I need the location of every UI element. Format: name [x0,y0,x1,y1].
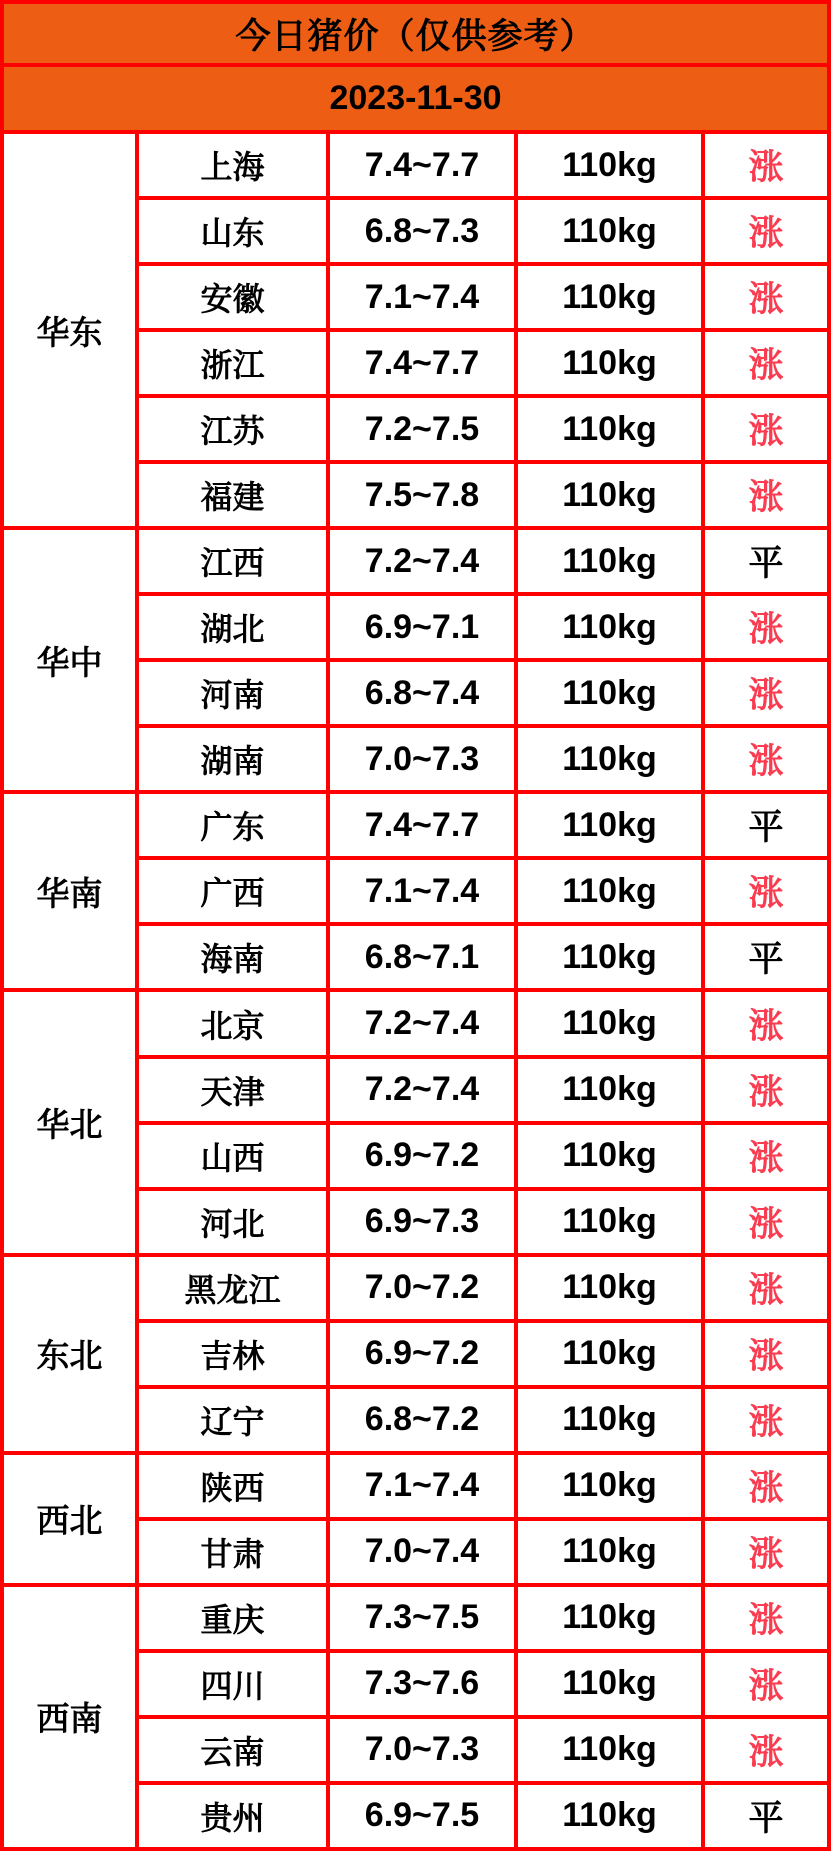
province-cell: 重庆 [139,1587,326,1649]
weight-cell: 110kg [518,1059,701,1121]
trend-cell: 涨 [705,1125,827,1187]
province-cell: 湖北 [139,596,326,658]
weight-cell: 110kg [518,464,701,526]
province-cell: 天津 [139,1059,326,1121]
province-cell: 陕西 [139,1455,326,1517]
trend-cell: 涨 [705,992,827,1054]
weight-cell: 110kg [518,1389,701,1451]
province-cell: 湖南 [139,728,326,790]
weight-cell: 110kg [518,992,701,1054]
weight-cell: 110kg [518,200,701,262]
price-cell: 7.4~7.7 [330,134,514,196]
weight-cell: 110kg [518,1719,701,1781]
weight-cell: 110kg [518,332,701,394]
trend-cell: 平 [705,530,827,592]
price-cell: 6.8~7.3 [330,200,514,262]
weight-cell: 110kg [518,1125,701,1187]
weight-cell: 110kg [518,662,701,724]
province-cell: 广东 [139,794,326,856]
province-cell: 四川 [139,1653,326,1715]
price-cell: 6.9~7.1 [330,596,514,658]
price-cell: 7.4~7.7 [330,794,514,856]
weight-cell: 110kg [518,1587,701,1649]
trend-cell: 涨 [705,1191,827,1253]
region-cell: 华东 [4,134,135,526]
weight-cell: 110kg [518,1257,701,1319]
weight-cell: 110kg [518,926,701,988]
trend-cell: 涨 [705,596,827,658]
province-cell: 江苏 [139,398,326,460]
price-cell: 6.8~7.1 [330,926,514,988]
price-cell: 7.5~7.8 [330,464,514,526]
trend-cell: 涨 [705,1719,827,1781]
trend-cell: 涨 [705,1521,827,1583]
region-cell: 华中 [4,530,135,790]
weight-cell: 110kg [518,596,701,658]
weight-cell: 110kg [518,794,701,856]
price-cell: 7.1~7.4 [330,860,514,922]
province-cell: 山西 [139,1125,326,1187]
price-cell: 7.2~7.4 [330,1059,514,1121]
price-table [4,134,827,1847]
province-cell: 辽宁 [139,1389,326,1451]
trend-cell: 平 [705,926,827,988]
price-cell: 7.2~7.4 [330,530,514,592]
trend-cell: 涨 [705,464,827,526]
price-cell: 7.2~7.5 [330,398,514,460]
province-cell: 河北 [139,1191,326,1253]
weight-cell: 110kg [518,1653,701,1715]
province-cell: 福建 [139,464,326,526]
price-cell: 7.1~7.4 [330,266,514,328]
province-cell: 浙江 [139,332,326,394]
trend-cell: 平 [705,794,827,856]
region-cell: 西南 [4,1587,135,1847]
price-cell: 7.0~7.4 [330,1521,514,1583]
price-cell: 6.9~7.2 [330,1125,514,1187]
weight-cell: 110kg [518,1191,701,1253]
price-cell: 7.3~7.5 [330,1587,514,1649]
province-cell: 广西 [139,860,326,922]
trend-cell: 涨 [705,662,827,724]
price-cell: 7.0~7.3 [330,728,514,790]
price-cell: 6.8~7.4 [330,662,514,724]
date-label: 2023-11-30 [4,67,827,134]
province-cell: 北京 [139,992,326,1054]
province-cell: 安徽 [139,266,326,328]
weight-cell: 110kg [518,1521,701,1583]
province-cell: 江西 [139,530,326,592]
price-cell: 6.9~7.2 [330,1323,514,1385]
trend-cell: 涨 [705,1389,827,1451]
trend-cell: 涨 [705,398,827,460]
price-cell: 7.2~7.4 [330,992,514,1054]
province-cell: 河南 [139,662,326,724]
province-cell: 云南 [139,1719,326,1781]
weight-cell: 110kg [518,1323,701,1385]
price-cell: 7.4~7.7 [330,332,514,394]
price-cell: 6.9~7.3 [330,1191,514,1253]
price-cell: 6.9~7.5 [330,1785,514,1847]
trend-cell: 涨 [705,1653,827,1715]
weight-cell: 110kg [518,266,701,328]
price-cell: 7.3~7.6 [330,1653,514,1715]
trend-cell: 涨 [705,1323,827,1385]
trend-cell: 涨 [705,1257,827,1319]
trend-cell: 涨 [705,200,827,262]
price-cell: 6.8~7.2 [330,1389,514,1451]
province-cell: 上海 [139,134,326,196]
page-title: 今日猪价（仅供参考） [4,4,827,67]
trend-cell: 平 [705,1785,827,1847]
trend-cell: 涨 [705,1455,827,1517]
province-cell: 山东 [139,200,326,262]
weight-cell: 110kg [518,398,701,460]
weight-cell: 110kg [518,134,701,196]
trend-cell: 涨 [705,860,827,922]
province-cell: 吉林 [139,1323,326,1385]
weight-cell: 110kg [518,1785,701,1847]
weight-cell: 110kg [518,860,701,922]
trend-cell: 涨 [705,1587,827,1649]
region-cell: 华南 [4,794,135,988]
trend-cell: 涨 [705,134,827,196]
trend-cell: 涨 [705,728,827,790]
trend-cell: 涨 [705,1059,827,1121]
weight-cell: 110kg [518,1455,701,1517]
province-cell: 贵州 [139,1785,326,1847]
region-cell: 西北 [4,1455,135,1583]
weight-cell: 110kg [518,728,701,790]
trend-cell: 涨 [705,332,827,394]
region-cell: 华北 [4,992,135,1252]
region-cell: 东北 [4,1257,135,1451]
price-cell: 7.1~7.4 [330,1455,514,1517]
province-cell: 海南 [139,926,326,988]
trend-cell: 涨 [705,266,827,328]
province-cell: 黑龙江 [139,1257,326,1319]
price-cell: 7.0~7.2 [330,1257,514,1319]
price-cell: 7.0~7.3 [330,1719,514,1781]
province-cell: 甘肃 [139,1521,326,1583]
weight-cell: 110kg [518,530,701,592]
